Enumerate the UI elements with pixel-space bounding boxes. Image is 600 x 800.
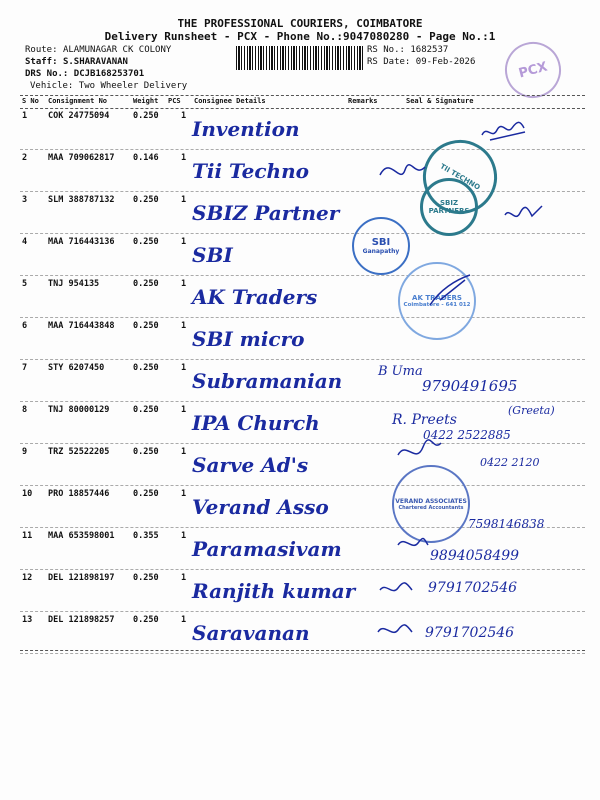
ak-traders-stamp: AK TRADERS Coimbatore - 641 012 bbox=[398, 262, 476, 340]
row-consignment-no: COK 24775094 bbox=[48, 111, 110, 121]
row-sno: 10 bbox=[22, 489, 33, 499]
row-pcs: 1 bbox=[181, 195, 187, 205]
row-sno: 5 bbox=[22, 279, 28, 289]
row-weight: 0.250 bbox=[133, 279, 159, 289]
row-consignment-no: PRO 18857446 bbox=[48, 489, 110, 499]
row-pcs: 1 bbox=[181, 447, 187, 457]
row-pcs: 1 bbox=[181, 363, 187, 373]
rs-date-value: 09-Feb-2026 bbox=[415, 57, 476, 67]
row-consignment-no: MAA 709062817 bbox=[48, 153, 115, 163]
row-weight: 0.250 bbox=[133, 321, 159, 331]
row-consignee-handwritten: AK Traders bbox=[192, 285, 318, 309]
drs-line: DRS No.: DCJB168253701 bbox=[25, 69, 145, 79]
drs-value: DCJB168253701 bbox=[73, 69, 145, 79]
row-consignee-handwritten: Paramasivam bbox=[192, 537, 342, 561]
pcx-stamp: PCX bbox=[499, 36, 568, 105]
row-pcs: 1 bbox=[181, 153, 187, 163]
company-title: THE PROFESSIONAL COURIERS, COIMBATORE bbox=[177, 17, 423, 30]
row-consignment-no: DEL 121898257 bbox=[48, 615, 115, 625]
sbi-stamp: SBI Ganapathy bbox=[352, 217, 410, 275]
row-pcs: 1 bbox=[181, 615, 187, 625]
row-consignee-handwritten: SBIZ Partner bbox=[192, 201, 340, 225]
signature-11 bbox=[398, 539, 428, 546]
row-sno: 9 bbox=[22, 447, 28, 457]
note-11-phone: 9894058499 bbox=[430, 548, 520, 564]
signature-1 bbox=[482, 122, 525, 140]
row-weight: 0.146 bbox=[133, 153, 159, 163]
note-8-phone: 0422 2522885 bbox=[423, 428, 511, 442]
staff-value: S.SHARAVANAN bbox=[62, 57, 128, 67]
col-weight: Weight bbox=[133, 97, 159, 105]
signature-3 bbox=[505, 206, 542, 216]
note-7-phone: 9790491695 bbox=[422, 377, 518, 395]
row-consignment-no: TRZ 52522205 bbox=[48, 447, 110, 457]
rs-no-line: RS No.: 1682537 bbox=[367, 45, 449, 55]
row-consignee-handwritten: Subramanian bbox=[192, 369, 343, 393]
col-remarks: Remarks bbox=[348, 97, 378, 105]
row-consignee-handwritten: SBI bbox=[192, 243, 233, 267]
row-pcs: 1 bbox=[181, 573, 187, 583]
row-consignee-handwritten: Verand Asso bbox=[192, 495, 329, 519]
row-weight: 0.250 bbox=[133, 195, 159, 205]
note-12-phone: 9791702546 bbox=[428, 580, 518, 596]
row-consignment-no: MAA 716443136 bbox=[48, 237, 115, 247]
rs-date-line: RS Date: 09-Feb-2026 bbox=[367, 57, 476, 67]
note-10-phone: 7598146838 bbox=[468, 517, 545, 531]
col-seal: Seal & Signature bbox=[406, 97, 474, 105]
row-pcs: 1 bbox=[181, 321, 187, 331]
vehicle-value: Two Wheeler Delivery bbox=[78, 81, 188, 91]
row-weight: 0.250 bbox=[133, 615, 159, 625]
tii-techno-stamp: TII TECHNO bbox=[409, 126, 510, 227]
signature-13 bbox=[378, 625, 412, 632]
row-consignment-no: MAA 716443848 bbox=[48, 321, 115, 331]
sbiz-partners-stamp: SBIZ PARTNERS bbox=[420, 178, 478, 236]
row-consignment-no: DEL 121898197 bbox=[48, 573, 115, 583]
row-weight: 0.250 bbox=[133, 447, 159, 457]
row-weight: 0.250 bbox=[133, 111, 159, 121]
row-consignment-no: STY 6207450 bbox=[48, 363, 105, 373]
row-sno: 11 bbox=[22, 531, 33, 541]
col-pcs: PCS bbox=[168, 97, 181, 105]
row-consignee-handwritten: IPA Church bbox=[192, 411, 320, 435]
signature-9 bbox=[398, 440, 441, 455]
vehicle-line: Vehicle: Two Wheeler Delivery bbox=[30, 81, 188, 91]
col-sno: S No bbox=[22, 97, 39, 105]
row-weight: 0.355 bbox=[133, 531, 159, 541]
row-consignee-handwritten: Ranjith kumar bbox=[192, 579, 356, 603]
row-sno: 2 bbox=[22, 153, 28, 163]
row-pcs: 1 bbox=[181, 111, 187, 121]
signature-5 bbox=[430, 275, 470, 305]
row-consignment-no: SLM 388787132 bbox=[48, 195, 115, 205]
signature-12 bbox=[380, 583, 412, 591]
row-pcs: 1 bbox=[181, 489, 187, 499]
row-pcs: 1 bbox=[181, 405, 187, 415]
col-consignment: Consignment No bbox=[48, 97, 108, 105]
row-weight: 0.250 bbox=[133, 573, 159, 583]
note-13-phone: 9791702546 bbox=[425, 625, 515, 641]
row-consignment-no: TNJ 80000129 bbox=[48, 405, 110, 415]
row-weight: 0.250 bbox=[133, 405, 159, 415]
col-consignee: Consignee Details bbox=[194, 97, 266, 105]
note-8-name: R. Preets bbox=[392, 412, 457, 428]
row-consignment-no: MAA 653598001 bbox=[48, 531, 115, 541]
row-sno: 3 bbox=[22, 195, 28, 205]
route-value: ALAMUNAGAR CK COLONY bbox=[62, 45, 172, 55]
row-sno: 13 bbox=[22, 615, 33, 625]
note-8-relation: (Greeta) bbox=[508, 404, 555, 417]
row-consignee-handwritten: Invention bbox=[192, 117, 300, 141]
signature-2 bbox=[380, 165, 425, 175]
row-sno: 8 bbox=[22, 405, 28, 415]
row-pcs: 1 bbox=[181, 531, 187, 541]
row-weight: 0.250 bbox=[133, 489, 159, 499]
row-pcs: 1 bbox=[181, 237, 187, 247]
row-pcs: 1 bbox=[181, 279, 187, 289]
runsheet-subtitle: Delivery Runsheet - PCX - Phone No.:9047080280 - Page No.:1 bbox=[104, 30, 496, 43]
note-9-phone: 0422 2120 bbox=[480, 456, 540, 469]
verand-associates-stamp: VERAND ASSOCIATES Chartered Accountants bbox=[392, 465, 470, 543]
row-weight: 0.250 bbox=[133, 237, 159, 247]
row-consignee-handwritten: Sarve Ad's bbox=[192, 453, 309, 477]
row-sno: 1 bbox=[22, 111, 28, 121]
row-sno: 7 bbox=[22, 363, 28, 373]
row-consignee-handwritten: Saravanan bbox=[192, 621, 310, 645]
row-sno: 4 bbox=[22, 237, 28, 247]
row-consignee-handwritten: Tii Techno bbox=[192, 159, 309, 183]
row-consignee-handwritten: SBI micro bbox=[192, 327, 305, 351]
row-consignment-no: TNJ 954135 bbox=[48, 279, 100, 289]
route-line: Route: ALAMUNAGAR CK COLONY bbox=[25, 45, 172, 55]
note-7-name: B Uma bbox=[378, 364, 423, 379]
rs-no-value: 1682537 bbox=[410, 45, 449, 55]
staff-line: Staff: S.SHARAVANAN bbox=[25, 57, 128, 67]
row-weight: 0.250 bbox=[133, 363, 159, 373]
table-bottom-rule bbox=[20, 650, 585, 651]
row-sno: 12 bbox=[22, 573, 33, 583]
row-sno: 6 bbox=[22, 321, 28, 331]
